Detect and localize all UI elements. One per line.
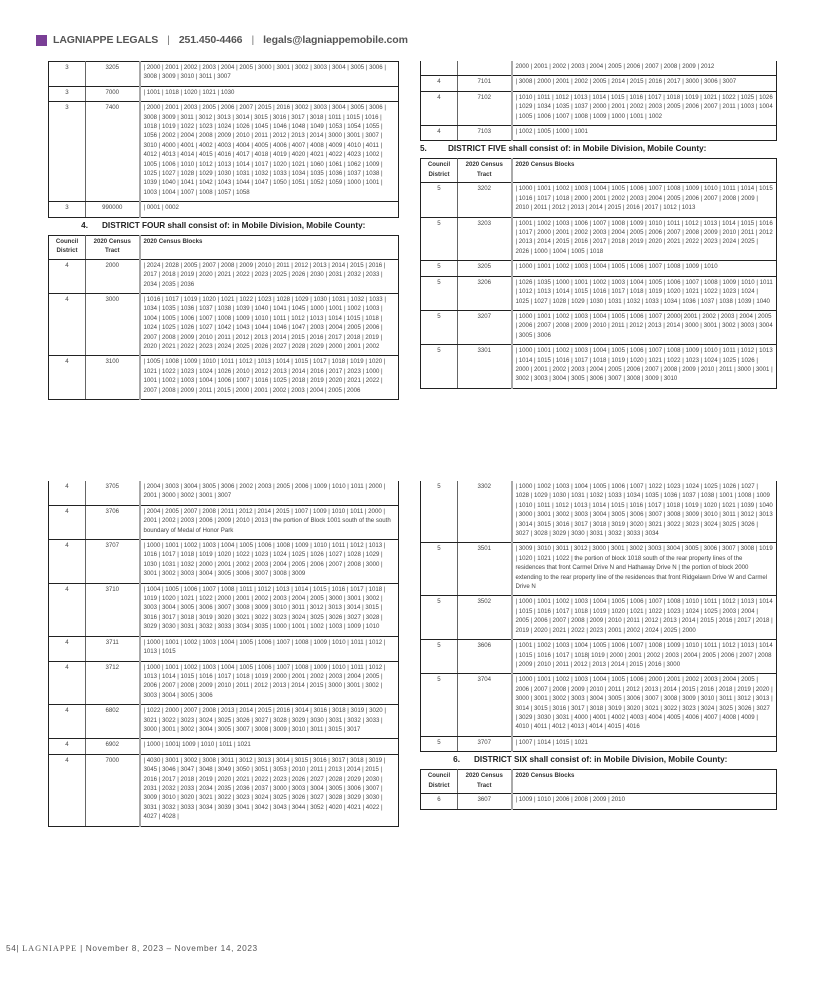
census-blocks-cell: | 1002 | 1005 | 1000 | 1001 <box>512 126 777 141</box>
census-blocks-cell: | 2000 | 2001 | 2003 | 2005 | 2006 | 2007 | 2015 | 2016 | 3002 | 3003 | 3004 | 3005 | 3006 | 3008 | 3009 | 3011 | 3012 | 3013 | 3014 | 3015 | 3016 | 3017 | 3018 | 1011 | 1015 | 1016 | 1018 | 1019 | 1022 | 1023 | 1024 | 1026 | 1045 | 1046 | 1048 | 1049 | 1053 | 1054 | 1055 | 1056 | 2002 | 2004 | 2008 | 2009 | 2010 | 2011 | 2012 | 2013 | 2014 | 3000 | 3001 | 3007 | 3010 | 4000 | 4001 | 4002 | 4003 | 4004 | 4005 | 4006 | 4007 | 4008 | 4009 | 4010 | 4011 | 4012 | 4013 | 4014 | 4015 | 4016 | 4017 | 4018 | 4019 | 4020 | 4021 | 4022 | 4023 | 1002 | 1005 | 1006 | 1010 | 1012 | 1013 | 1014 | 1017 | 1020 | 1021 | 1060 | 1061 | 1062 | 1009 | 1025 | 1027 | 1028 | 1029 | 1030 | 1031 | 1032 | 1033 | 1034 | 1035 | 1036 | 1037 | 1038 | 1039 | 1040 | 1041 | 1042 | 1043 | 1044 | 1047 | 1050 | 1051 | 1052 | 1059 | 1000 | 1001 | 1003 | 1004 | 1007 | 1008 | 1057 | 1058 <box>140 102 399 202</box>
census-blocks-cell: | 4030 | 3001 | 3002 | 3008 | 3011 | 3012 | 3013 | 3014 | 3015 | 3016 | 3017 | 3018 | 3019 | 3045 | 3046 | 3047 | 3048 | 3049 | 3050 | 3051 | 3053 | 2010 | 2011 | 2013 | 2014 | 2015 | 2016 | 2017 | 2018 | 2019 | 2020 | 2021 | 2022 | 2023 | 2026 | 2027 | 2028 | 2029 | 2030 | 2031 | 2032 | 2033 | 2034 | 2035 | 2036 | 2037 | 3000 | 3003 | 3004 | 3005 | 3006 | 3007 | 3009 | 3010 | 3020 | 3021 | 3022 | 3023 | 3024 | 3025 | 3026 | 3027 | 3028 | 3029 | 3030 | 3031 | 3032 | 3033 | 3034 | 3039 | 3041 | 3042 | 3043 | 3044 | 3052 | 4020 | 4021 | 4022 | 4027 | 4028 | <box>140 754 399 826</box>
census-table <box>420 481 777 752</box>
census-blocks-cell: | 1022 | 2000 | 2007 | 2008 | 2013 | 2014 | 2015 | 2016 | 3014 | 3016 | 3018 | 3019 | 3020 | 3021 | 3022 | 3023 | 3024 | 3025 | 3026 | 3027 | 3028 | 3029 | 3030 | 3031 | 3032 | 3033 | 3000 | 3001 | 3002 | 3004 | 3005 | 3007 | 3008 | 3009 | 3010 | 3011 | 3015 | 3017 <box>140 705 399 739</box>
census-tract-cell: 3710 <box>86 583 140 636</box>
table-row <box>421 217 777 261</box>
council-district-cell: 4 <box>49 259 86 293</box>
census-table <box>48 61 399 218</box>
table-row <box>421 261 777 276</box>
heading-number: 4. <box>81 220 88 230</box>
council-district-cell: 4 <box>421 76 458 91</box>
council-district-cell: 5 <box>421 345 458 389</box>
table-row <box>421 183 777 217</box>
district-heading <box>420 755 777 764</box>
council-district-cell: 3 <box>49 62 86 87</box>
census-blocks-cell: | 3008 | 2000 | 2001 | 2002 | 2005 | 2014 | 2015 | 2016 | 2017 | 3000 | 3006 | 3007 <box>512 76 777 91</box>
census-table <box>420 158 777 388</box>
council-district-cell: 5 <box>421 261 458 276</box>
header-phone: 251.450-4466 <box>178 34 243 46</box>
heading-text: DISTRICT FIVE shall consist of: in Mobile Division, Mobile County: <box>448 144 707 154</box>
council-district-cell: 4 <box>49 583 86 636</box>
table-row <box>421 310 777 344</box>
table-row <box>421 736 777 751</box>
census-blocks-cell: | 1001 | 1002 | 1003 | 1004 | 1005 | 1006 | 1007 | 1008 | 1009 | 1010 | 1011 | 1012 | 1013 | 1014 | 1015 | 1016 | 1017 | 1018| 1019 | 2000 | 2001 | 2002 | 2003 | 2004 | 2005 | 2006 | 2007 | 2008 | 2009 | 2010 | 2011 | 2012 | 2013 | 2014 | 2015 | 2016 | 3000 <box>512 640 777 674</box>
table-row <box>421 640 777 674</box>
census-blocks-cell: | 1000 | 1001 | 1002 | 1003 | 1004 | 1005 | 1006 | 1008 | 1009 | 1010 | 1011 | 1012 | 1013 | 1016 | 1017 | 1018 | 1019 | 1020 | 1022 | 1023 | 1024 | 1025 | 1026 | 1027 | 1028 | 1029 | 1030 | 1031 | 1032 | 2000 | 2001 | 2002 | 2003 | 2004 | 2005 | 2006 | 2007 | 2008 | 3000 | 3001 | 3002 | 3003 | 3004 | 3005 | 3006 | 3007 | 3008 | 3009 <box>140 540 399 584</box>
census-tract-cell: 7103 <box>458 126 512 141</box>
census-tract-cell: 3202 <box>458 183 512 217</box>
council-district-cell: 5 <box>421 596 458 640</box>
brand-square-icon <box>36 35 47 46</box>
header-census-blocks: 2020 Census Blocks <box>512 770 777 794</box>
table-row <box>421 91 777 125</box>
census-blocks-cell: | 1000 | 1002 | 1003 | 1004 | 1005 | 1006 | 1007 | 1022 | 1023 | 1024 | 1025 | 1026 | 1027 | 1028 | 1029 | 1030 | 1031 | 1032 | 1033 | 1034 | 1035 | 1036 | 1037 | 1038 | 1001 | 1008 | 1009 | 1010 | 1011 | 1012 | 1013 | 1014 | 1015 | 1016 | 1017 | 1018 | 1019 | 1020 | 1021 | 1039 | 1040 | 3000 | 3001 | 3002 | 3003 | 3004 | 3005 | 3006 | 3007 | 3008 | 3009 | 3010 | 3011 | 3012 | 3013 | 3014 | 3015 | 3016 | 3017 | 3018 | 3019 | 3020 | 3021 | 3022 | 3023 | 3024 | 3025 | 3026 | 3027 | 3028 | 3029 | 3030 | 3031 | 3032 | 3033 | 3034 <box>512 481 777 543</box>
census-tract-cell <box>458 61 512 76</box>
census-blocks-cell: | 1000 | 1001 | 1002 | 1003 | 1004 | 1005 | 1006 | 1007 | 1008 | 1009 | 1010 | 1011 | 1012 | 1013 | 1014 | 1015 | 1016 | 1017 | 1018 | 1019 | 2000 | 2001 | 2002 | 2003 | 2004 | 2005 | 2006 | 2007 | 2008 | 2009 | 2010 | 2011 | 2012 | 2013 | 2014 | 2015 | 3000 | 3001 | 3002 | 3003 | 3004 | 3005 | 3006 <box>140 661 399 705</box>
census-tract-cell: 3712 <box>86 661 140 705</box>
council-district-cell <box>421 61 458 76</box>
census-tract-cell: 3707 <box>458 736 512 751</box>
top-right-column <box>420 61 777 389</box>
council-district-cell: 6 <box>421 794 458 809</box>
council-district-cell: 5 <box>421 736 458 751</box>
census-tract-cell: 2000 <box>86 259 140 293</box>
census-tract-cell: 6802 <box>86 705 140 739</box>
header-council-district: Council District <box>49 235 86 259</box>
census-tract-cell: 6902 <box>86 739 140 754</box>
header-email[interactable]: legals@lagniappemobile.com <box>263 34 408 46</box>
census-blocks-cell: | 1000 | 1001 | 1002 | 1003 | 1004 | 1005 | 1006 | 1007 | 1008 | 1009 | 1010 <box>512 261 777 276</box>
heading-number: 5. <box>420 144 427 154</box>
census-blocks-cell: | 2004 | 3003 | 3004 | 3005 | 3006 | 2002 | 2003 | 2005 | 2006 | 1009 | 1010 | 1011 | 2000 | 2001 | 3000 | 3002 | 3001 | 3007 <box>140 481 399 505</box>
census-tract-cell: 3711 <box>86 636 140 661</box>
census-blocks-cell: | 1007 | 1014 | 1015 | 1021 <box>512 736 777 751</box>
header-census-tract: 2020 Census Tract <box>458 770 512 794</box>
page-header: LAGNIAPPE LEGALS | 251.450-4466 | legals@lagniappemobile.com <box>36 34 408 46</box>
table-row <box>49 356 399 400</box>
header-title: LAGNIAPPE LEGALS <box>53 34 159 46</box>
council-district-cell: 4 <box>49 481 86 505</box>
table-row <box>421 61 777 76</box>
census-tract-cell: 3203 <box>458 217 512 261</box>
census-blocks-cell: | 1004 | 1005 | 1006 | 1007 | 1008 | 1011 | 1012 | 1013 | 1014 | 1015 | 1016 | 1017 | 1018 | 1019 | 1020 | 1021 | 1022 | 2000 | 2001 | 2002 | 2003 | 2004 | 2005 | 3000 | 3001 | 3002 | 3003 | 3004 | 3005 | 3006 | 3007 | 3008 | 3009 | 3010 | 3011 | 3012 | 3013 | 3014 | 3015 | 3016 | 3017 | 3018 | 3019 | 3020 | 3021 | 3022 | 3023 | 3024 | 3025 | 3026 | 3027 | 3028 | 3029 | 3030 | 3031 | 3032 | 3033 | 3034 | 3035 | 1000 | 1001 | 1002 | 1003 | 1009 | 1010 <box>140 583 399 636</box>
council-district-cell: 4 <box>49 505 86 539</box>
table-row <box>49 86 399 101</box>
census-tract-cell: 3205 <box>458 261 512 276</box>
census-blocks-cell: | 1000 | 1001| 1009 | 1010 | 1011 | 1021 <box>140 739 399 754</box>
top-left-column <box>48 61 399 400</box>
heading-text: DISTRICT FOUR shall consist of: in Mobile Division, Mobile County: <box>102 220 366 230</box>
table-row <box>421 276 777 310</box>
council-district-cell: 4 <box>49 661 86 705</box>
census-blocks-cell: 2000 | 2001 | 2002 | 2003 | 2004 | 2005 | 2006 | 2007 | 2008 | 2009 | 2012 <box>512 61 777 76</box>
header-census-tract: 2020 Census Tract <box>458 159 512 183</box>
council-district-cell: 5 <box>421 183 458 217</box>
page-footer: 54| LAGNIAPPE | November 8, 2023 – November 14, 2023 <box>6 943 258 953</box>
census-tract-cell: 7101 <box>458 76 512 91</box>
table-row <box>49 739 399 754</box>
census-table <box>420 61 777 141</box>
table-header-row <box>421 770 777 794</box>
census-tract-cell: 3301 <box>458 345 512 389</box>
table-header-row <box>421 159 777 183</box>
bottom-right-column <box>420 481 777 810</box>
council-district-cell: 5 <box>421 310 458 344</box>
heading-text: DISTRICT SIX shall consist of: in Mobile Division, Mobile County: <box>474 755 728 765</box>
census-tract-cell: 990000 <box>86 202 140 217</box>
council-district-cell: 5 <box>421 217 458 261</box>
council-district-cell: 5 <box>421 481 458 543</box>
district-heading <box>48 221 399 230</box>
table-row <box>49 481 399 505</box>
council-district-cell: 4 <box>49 293 86 355</box>
census-tract-cell: 3205 <box>86 62 140 87</box>
council-district-cell: 4 <box>49 739 86 754</box>
table-row <box>421 481 777 543</box>
census-tract-cell: 3705 <box>86 481 140 505</box>
council-district-cell: 4 <box>49 705 86 739</box>
table-row <box>49 583 399 636</box>
council-district-cell: 4 <box>421 126 458 141</box>
council-district-cell: 4 <box>49 356 86 400</box>
issue-date: November 8, 2023 – November 14, 2023 <box>85 943 258 953</box>
census-tract-cell: 3607 <box>458 794 512 809</box>
census-tract-cell: 3100 <box>86 356 140 400</box>
census-table <box>420 769 777 809</box>
census-blocks-cell: | 1001 | 1002 | 1003 | 1006 | 1007 | 1008 | 1009 | 1010 | 1011 | 1012 | 1013 | 1014 | 1015 | 1016 | 1017 | 2000 | 2001 | 2002 | 2003 | 2004 | 2005 | 2006 | 2007 | 2008 | 2009 | 2010 | 2011 | 2012 | 2013 | 2014 | 2015 | 2016 | 2017 | 2018 | 2019 | 2020 | 2021 | 2022 | 2023 | 2024 | 2025 | 2026 | 1000 | 1004 | 1005 | 1018 <box>512 217 777 261</box>
page-number: 54 <box>6 943 17 953</box>
table-row <box>421 794 777 809</box>
table-row <box>421 76 777 91</box>
table-row <box>49 293 399 355</box>
census-blocks-cell: | 1010 | 1011 | 1012 | 1013 | 1014 | 1015 | 1016 | 1017 | 1018 | 1019 | 1021 | 1022 | 1025 | 1026 | 1029 | 1034 | 1035 | 1037 | 2000 | 2001 | 2002 | 2003 | 2005 | 2006 | 2007 | 2011 | 1003 | 1004 | 1005 | 1006 | 1007 | 1008 | 1009 | 1000 | 1001 | 1002 <box>512 91 777 125</box>
census-tract-cell: 3606 <box>458 640 512 674</box>
heading-number: 6. <box>453 755 460 765</box>
census-blocks-cell: | 1016 | 1017 | 1019 | 1020 | 1021 | 1022 | 1023 | 1028 | 1029 | 1030 | 1031 | 1032 | 1033 | 1034 | 1035 | 1036 | 1037 | 1038 | 1039 | 1040 | 1041 | 1045 | 1000 | 1001 | 1002 | 1003 | 1004 | 1005 | 1006 | 1007 | 1008 | 1009 | 1010 | 1011 | 1012 | 1013 | 1014 | 1015 | 1018 | 1024 | 1025 | 1026 | 1027 | 1042 | 1043 | 1044 | 1046 | 1047 | 2003 | 2004 | 2005 | 2006 | 2007 | 2008 | 2009 | 2010 | 2011 | 2012 | 2013 | 2014 | 2015 | 2016 | 2017 | 2018 | 2019 | 2020 | 2021 | 2022 | 2023 | 2024 | 2025 | 2026 | 2027 | 2028 | 2029 | 2000 | 2001 | 2002 <box>140 293 399 355</box>
table-row <box>421 674 777 736</box>
census-table <box>48 481 399 827</box>
table-row <box>421 543 777 596</box>
census-blocks-cell: | 1009 | 1010 | 2006 | 2008 | 2009 | 2010 <box>512 794 777 809</box>
table-row <box>49 202 399 217</box>
census-tract-cell: 7000 <box>86 86 140 101</box>
census-tract-cell: 3000 <box>86 293 140 355</box>
census-tract-cell: 3502 <box>458 596 512 640</box>
table-row <box>421 345 777 389</box>
census-blocks-cell: | 1000 | 1001 | 1002 | 1003 | 1004 | 1005 | 1006 | 1007 | 1008 | 1009 | 1010 | 1011 | 1012 | 1013 | 1015 <box>140 636 399 661</box>
table-row <box>49 705 399 739</box>
census-blocks-cell: | 1026 | 1035 | 1000 | 1001 | 1002 | 1003 | 1004 | 1005 | 1006 | 1007 | 1008 | 1009 | 1010 | 1011 | 1012 | 1013 | 1014 | 1015 | 1016 | 1017 | 1018 | 1019 | 1020 | 1021 | 1022 | 1023 | 1024 | 1025 | 1027 | 1028 | 1029 | 1030 | 1031 | 1032 | 1033 | 1034 | 1036 | 1037 | 1038 | 1039 | 1040 <box>512 276 777 310</box>
census-table <box>48 235 399 400</box>
census-tract-cell: 7400 <box>86 102 140 202</box>
census-blocks-cell: | 2000 | 2001 | 2002 | 2003 | 2004 | 2005 | 3000 | 3001 | 3002 | 3003 | 3004 | 3005 | 3006 | 3008 | 3009 | 3010 | 3011 | 3007 <box>140 62 399 87</box>
census-tract-cell: 3707 <box>86 540 140 584</box>
census-blocks-cell: | 1000 | 1001 | 1002 | 1003 | 1004 | 1005 | 1006 | 1007 | 1008 | 1010 | 1011 | 1012 | 1013 | 1014 | 1015 | 1016 | 1017 | 1018 | 1019 | 1020 | 1021 | 1022 | 1023 | 1024 | 1025 | 2003 | 2004 | 2005 | 2006 | 2007 | 2008 | 2009 | 2010 | 2011 | 2012 | 2013 | 2014 | 2015 | 2016 | 2017 | 2018 | 2019 | 2020 | 2021 | 2022 | 2023 | 2001 | 2002 | 2024 | 2025 | 2000 <box>512 596 777 640</box>
table-row <box>49 636 399 661</box>
table-row <box>49 62 399 87</box>
table-row <box>49 102 399 202</box>
council-district-cell: 5 <box>421 276 458 310</box>
council-district-cell: 5 <box>421 640 458 674</box>
council-district-cell: 4 <box>49 636 86 661</box>
census-blocks-cell: | 1001 | 1018 | 1020 | 1021 | 1030 <box>140 86 399 101</box>
table-row <box>49 661 399 705</box>
census-blocks-cell: | 1000 | 1001 | 1002 | 1003 | 1004 | 1005 | 1006 | 2000 | 2001 | 2002 | 2003 | 2004 | 2005 | 2006 | 2007 | 2008 | 2009 | 2010 | 2011 | 2012 | 2013 | 2014 | 2015 | 2016 | 2018 | 2019 | 2020 | 3000 | 3001 | 3002 | 3003 | 3004 | 3005 | 3006 | 3007 | 3008 | 3009 | 3010 | 3011 | 3012 | 3013 | 3014 | 3015 | 3016 | 3017 | 3018 | 3019 | 3020 | 3021 | 3022 | 3023 | 3024 | 3025 | 3026 | 3027 | 3029 | 3030 | 3031 | 4000 | 4001 | 4002 | 4003 | 4004 | 4005 | 4006 | 4007 | 4008 | 4009 | 4010 | 4011 | 4012 | 4013 | 4014 | 4015 | 4016 <box>512 674 777 736</box>
district-heading <box>420 144 777 153</box>
table-row <box>421 126 777 141</box>
census-blocks-cell: | 1005 | 1008 | 1009 | 1010 | 1011 | 1012 | 1013 | 1014 | 1015 | 1017 | 1018 | 1019 | 1020 | 1021 | 1022 | 1023 | 1024 | 1026 | 2010 | 2012 | 2013 | 2014 | 2016 | 2017 | 2023 | 1000 | 1001 | 1002 | 1003 | 1004 | 1006 | 1007 | 1016 | 1025 | 2018 | 2019 | 2020 | 2021 | 2022 | 2007 | 2008 | 2009 | 2011 | 2015 | 2000 | 2001 | 2002 | 2003 | 2004 | 2005 | 2006 <box>140 356 399 400</box>
census-blocks-cell: | 2024 | 2028 | 2005 | 2007 | 2008 | 2009 | 2010 | 2011 | 2012 | 2013 | 2014 | 2015 | 2016 | 2017 | 2018 | 2019 | 2020 | 2021 | 2022 | 2023 | 2025 | 2026 | 2030 | 2031 | 2032 | 2033 | 2034 | 2035 | 2036 <box>140 259 399 293</box>
council-district-cell: 4 <box>49 754 86 826</box>
census-blocks-cell: | 1000 | 1001 | 1002 | 1003 | 1004 | 1005 | 1006 | 1007 | 2000| 2001 | 2002 | 2003 | 2004 | 2005 | 2006 | 2007 | 2008 | 2009 | 2010 | 2011 | 2012 | 2013 | 2014 | 3000 | 3001 | 3002 | 3003 | 3004 | 3005 | 3006 <box>512 310 777 344</box>
census-blocks-cell: | 0001 | 0002 <box>140 202 399 217</box>
table-row <box>49 540 399 584</box>
census-tract-cell: 3704 <box>458 674 512 736</box>
bottom-left-column <box>48 481 399 827</box>
table-row <box>421 596 777 640</box>
header-council-district: Council District <box>421 770 458 794</box>
table-header-row <box>49 235 399 259</box>
council-district-cell: 5 <box>421 674 458 736</box>
header-census-blocks: 2020 Census Blocks <box>512 159 777 183</box>
council-district-cell: 3 <box>49 202 86 217</box>
council-district-cell: 3 <box>49 102 86 202</box>
table-row <box>49 754 399 826</box>
header-census-tract: 2020 Census Tract <box>86 235 140 259</box>
publication-name: LAGNIAPPE <box>22 944 78 953</box>
council-district-cell: 3 <box>49 86 86 101</box>
council-district-cell: 5 <box>421 543 458 596</box>
table-row <box>49 259 399 293</box>
header-council-district: Council District <box>421 159 458 183</box>
census-tract-cell: 7102 <box>458 91 512 125</box>
table-row <box>49 505 399 539</box>
census-tract-cell: 3706 <box>86 505 140 539</box>
header-census-blocks: 2020 Census Blocks <box>140 235 399 259</box>
census-tract-cell: 3206 <box>458 276 512 310</box>
census-tract-cell: 3501 <box>458 543 512 596</box>
council-district-cell: 4 <box>49 540 86 584</box>
census-tract-cell: 3207 <box>458 310 512 344</box>
council-district-cell: 4 <box>421 91 458 125</box>
census-blocks-cell: | 1000 | 1001 | 1002 | 1003 | 1004 | 1005 | 1006 | 1007 | 1008 | 1009 | 1010 | 1011 | 1014 | 1015 | 1016 | 1017 | 1018 | 2000 | 2001 | 2002 | 2003 | 2004 | 2005 | 2006 | 2007 | 2008 | 2009 | 2010 | 2011 | 2012 | 2013 | 2014 | 2015 | 2016 | 2017 | 1012 | 1013 <box>512 183 777 217</box>
census-tract-cell: 3302 <box>458 481 512 543</box>
census-tract-cell: 7000 <box>86 754 140 826</box>
census-blocks-cell: | 1000 | 1001 | 1002 | 1003 | 1004 | 1005 | 1006 | 1007 | 1008 | 1009 | 1010 | 1011 | 1012 | 1013 | 1014 | 1015 | 1016 | 1017 | 1018 | 1019 | 1020 | 1021 | 1022 | 1023 | 1024 | 1025 | 1026 | 2000 | 2001 | 2002 | 2003 | 2004 | 2005 | 2006 | 2007 | 2008 | 2009 | 2010 | 2011 | 3000 | 3001 | 3002 | 3003 | 3004 | 3005 | 3006 | 3007 | 3008 | 3009 | 3010 <box>512 345 777 389</box>
census-blocks-cell: | 2004 | 2005 | 2007 | 2008 | 2011 | 2012 | 2014 | 2015 | 1007 | 1009 | 1010 | 1011 | 2000 | 2001 | 2002 | 2003 | 2006 | 2009 | 2010 | 2013 | the portion of Block 1001 south of the south boundary of Medal of Honor Park <box>140 505 399 539</box>
census-blocks-cell: | 3009 | 3010 | 3011 | 3012 | 3000 | 3001 | 3002 | 3003 | 3004 | 3005 | 3006 | 3007 | 3008 | 1019 | 1020 | 1021 | 1022 | the portion of block 1018 south of the rear property lines of the residences that front Carmel Drive N and Hathaway Drive N | the portion of block 2000 extending to the rear property line of the residences that front Ridgelawn Drive W and Carmel Drive N <box>512 543 777 596</box>
